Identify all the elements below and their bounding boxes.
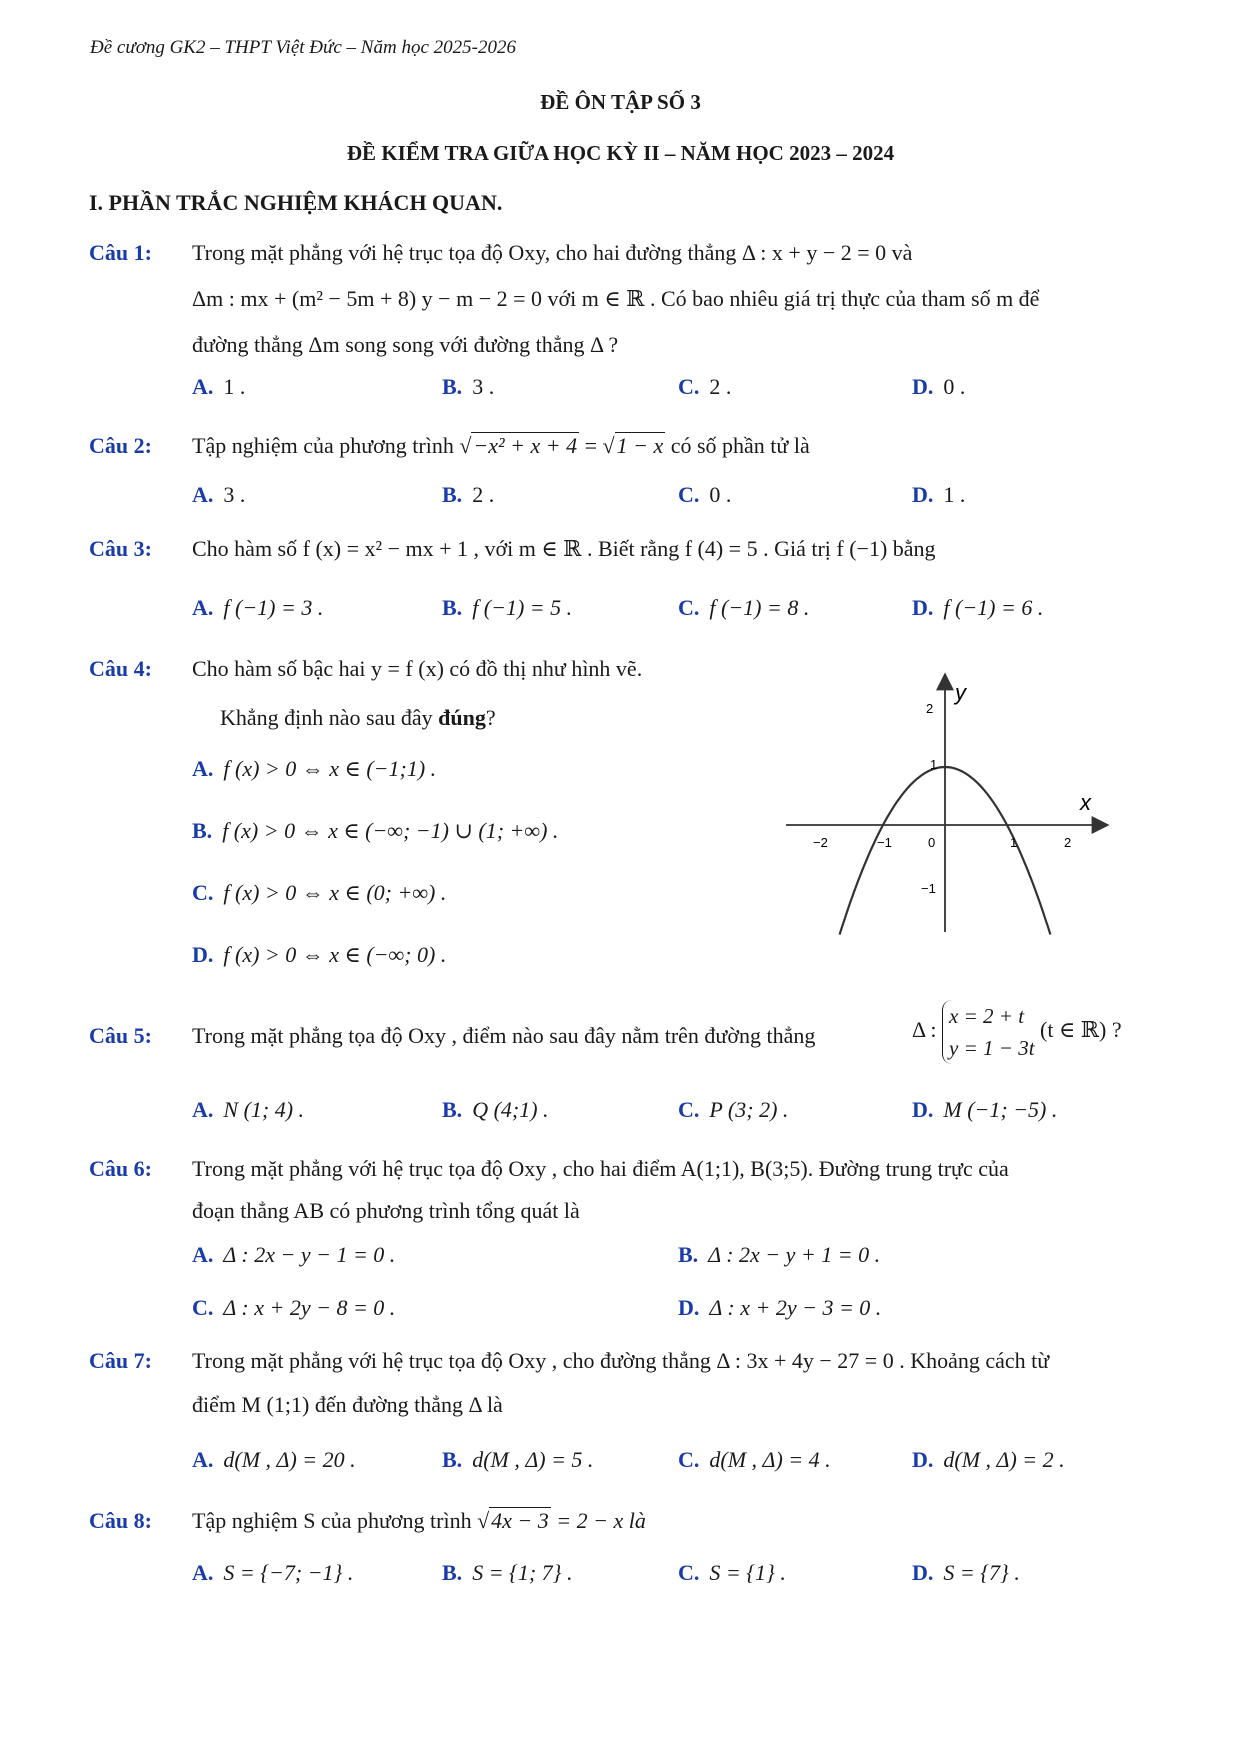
- q7-label: Câu 7:: [89, 1348, 152, 1373]
- q5-option-d-text: M (−1; −5) .: [943, 1097, 1058, 1122]
- q5-option-d[interactable]: D. M (−1; −5) .: [912, 1097, 1058, 1122]
- q2-option-c-text: 0 .: [709, 482, 732, 507]
- q1-option-b-text: 3 .: [472, 374, 495, 399]
- q3-option-b[interactable]: B. f (−1) = 5 .: [442, 595, 573, 620]
- q3-option-a[interactable]: A. f (−1) = 3 .: [192, 595, 324, 620]
- exam-subtitle: ĐỀ KIỂM TRA GIỮA HỌC KỲ II – NĂM HỌC 2023 – 2024: [346, 141, 895, 165]
- q6-option-d[interactable]: D. Δ : x + 2y − 3 = 0 .: [678, 1295, 882, 1320]
- q2-label: Câu 2:: [89, 433, 152, 458]
- q7-option-a[interactable]: A. d(M , Δ) = 20 .: [192, 1447, 356, 1472]
- y-tick-neg1: −1: [921, 881, 936, 896]
- q1-option-d[interactable]: D. 0 .: [912, 374, 966, 399]
- q1-option-c-text: 2 .: [709, 374, 732, 399]
- q7-line1: Trong mặt phẳng với hệ trục tọa độ Oxy , cho đường thẳng Δ : 3x + 4y − 27 = 0 . Khoảng cách từ: [192, 1348, 1050, 1373]
- q3-option-c[interactable]: C. f (−1) = 8 .: [678, 595, 810, 620]
- x-axis-label: x: [1080, 790, 1091, 815]
- q5-option-b[interactable]: B. Q (4;1) .: [442, 1097, 549, 1122]
- q5-param: (t ∈ ℝ) ?: [1040, 1017, 1122, 1043]
- q4-option-a-text: f (x) > 0 ⇔ x ∈ (−1;1) .: [223, 756, 437, 781]
- x-tick-neg2: −2: [813, 835, 828, 850]
- q5-system-eq2: y = 1 − 3t: [949, 1036, 1035, 1060]
- x-tick-0: 0: [928, 835, 936, 850]
- q7-option-d-text: d(M , Δ) = 2 .: [943, 1447, 1065, 1472]
- q7-option-c[interactable]: C. d(M , Δ) = 4 .: [678, 1447, 831, 1472]
- q6-option-c-text: Δ : x + 2y − 8 = 0 .: [223, 1295, 396, 1320]
- q6-option-b[interactable]: B. Δ : 2x − y + 1 = 0 .: [678, 1242, 881, 1267]
- q2-option-d[interactable]: D. 1 .: [912, 482, 966, 507]
- q5-option-a[interactable]: A. N (1; 4) .: [192, 1097, 305, 1122]
- q1-option-d-text: 0 .: [943, 374, 966, 399]
- q4-option-d[interactable]: D. f (x) > 0 ⇔ x ∈ (−∞; 0) .: [192, 942, 447, 967]
- y-axis-label: y: [955, 680, 966, 705]
- y-tick-2: 2: [926, 701, 934, 716]
- q3-option-b-text: f (−1) = 5 .: [472, 595, 573, 620]
- q5-option-b-text: Q (4;1) .: [472, 1097, 549, 1122]
- q4-option-b-text: f (x) > 0 ⇔ x ∈ (−∞; −1) ∪ (1; +∞) .: [222, 818, 559, 843]
- section-heading: I. PHẦN TRẮC NGHIỆM KHÁCH QUAN.: [89, 190, 503, 215]
- q2-option-b-text: 2 .: [472, 482, 495, 507]
- x-tick-neg1: −1: [877, 835, 892, 850]
- q6-label: Câu 6:: [89, 1156, 152, 1181]
- q1-option-b[interactable]: B. 3 .: [442, 374, 495, 399]
- x-tick-1: 1: [1010, 835, 1018, 850]
- q6-option-b-text: Δ : 2x − y + 1 = 0 .: [708, 1242, 881, 1267]
- q4-line2-pre: Khẳng định nào sau đây: [220, 705, 439, 730]
- q4-line2-post: ?: [485, 705, 496, 730]
- q5-label: Câu 5:: [89, 1023, 152, 1048]
- q8-option-a-text: S = {−7; −1} .: [223, 1560, 354, 1585]
- q7-option-c-text: d(M , Δ) = 4 .: [709, 1447, 831, 1472]
- q1-label: Câu 1:: [89, 240, 152, 265]
- q8-option-b-text: S = {1; 7} .: [472, 1560, 573, 1585]
- q2-equals: =: [579, 433, 603, 458]
- q3-label: Câu 3:: [89, 536, 152, 561]
- q1-option-a[interactable]: A. 1 .: [192, 374, 246, 399]
- q5-option-a-text: N (1; 4) .: [223, 1097, 305, 1122]
- q2-text-post: có số phần tử là: [665, 433, 810, 458]
- q2-option-a[interactable]: A. 3 .: [192, 482, 246, 507]
- q1-line1: Trong mặt phẳng với hệ trục tọa độ Oxy, cho hai đường thẳng Δ : x + y − 2 = 0 và: [192, 240, 913, 265]
- q1-line3: đường thẳng Δm song song với đường thẳng Δ ?: [192, 332, 619, 357]
- q6-option-a-text: Δ : 2x − y − 1 = 0 .: [223, 1242, 396, 1267]
- q4-line2: [220, 705, 496, 731]
- q5-delta: Δ :: [912, 1017, 937, 1043]
- q2-option-b[interactable]: B. 2 .: [442, 482, 495, 507]
- q5-option-c[interactable]: C. P (3; 2) .: [678, 1097, 789, 1122]
- exam-title: ĐỀ ÔN TẬP SỐ 3: [540, 90, 701, 114]
- q2-radicand-1: −x² + x + 4: [473, 433, 578, 458]
- q5-text: Trong mặt phẳng tọa độ Oxy , điểm nào sau đây nằm trên đường thẳng: [192, 1023, 816, 1048]
- q8-option-c-text: S = {1} .: [709, 1560, 786, 1585]
- q2-option-d-text: 1 .: [943, 482, 966, 507]
- parabola-graph: [780, 670, 1120, 940]
- q8-radicand: 4x − 3: [491, 1508, 549, 1533]
- y-tick-1: 1: [930, 757, 938, 772]
- q3-option-d[interactable]: D. f (−1) = 6 .: [912, 595, 1044, 620]
- page-header: Đề cương GK2 – THPT Việt Đức – Năm học 2025-2026: [90, 37, 516, 58]
- q4-option-b[interactable]: B. f (x) > 0 ⇔ x ∈ (−∞; −1) ∪ (1; +∞) .: [192, 818, 559, 843]
- q2-option-a-text: 3 .: [223, 482, 246, 507]
- q1-line2: Δm : mx + (m² − 5m + 8) y − m − 2 = 0 với m ∈ ℝ . Có bao nhiêu giá trị thực của tham số m để: [192, 286, 1040, 311]
- q3-text: Cho hàm số f (x) = x² − mx + 1 , với m ∈ ℝ . Biết rằng f (4) = 5 . Giá trị f (−1) bằng: [192, 536, 936, 561]
- q4-option-c-text: f (x) > 0 ⇔ x ∈ (0; +∞) .: [223, 880, 447, 905]
- q4-option-d-text: f (x) > 0 ⇔ x ∈ (−∞; 0) .: [223, 942, 447, 967]
- q5-system-brace: [942, 1000, 1035, 1064]
- q8-text: Tập nghiệm S của phương trình √4x − 3 = 2 − x là: [192, 1508, 646, 1533]
- q2-text: Tập nghiệm của phương trình √−x² + x + 4 = √1 − x có số phần tử là: [192, 433, 810, 458]
- q2-text-pre: Tập nghiệm của phương trình: [192, 433, 454, 458]
- q6-line2: đoạn thẳng AB có phương trình tổng quát là: [192, 1198, 580, 1223]
- q5-system-eq1: x = 2 + t: [949, 1004, 1025, 1028]
- q8-option-a[interactable]: A. S = {−7; −1} .: [192, 1560, 354, 1585]
- q8-text-post: = 2 − x là: [550, 1508, 646, 1533]
- q1-option-a-text: 1 .: [223, 374, 246, 399]
- q2-option-c[interactable]: C. 0 .: [678, 482, 732, 507]
- q6-option-c[interactable]: C. Δ : x + 2y − 8 = 0 .: [192, 1295, 396, 1320]
- q4-option-c[interactable]: C. f (x) > 0 ⇔ x ∈ (0; +∞) .: [192, 880, 447, 905]
- q1-option-c[interactable]: C. 2 .: [678, 374, 732, 399]
- q8-option-c[interactable]: C. S = {1} .: [678, 1560, 786, 1585]
- q8-option-d-text: S = {7} .: [943, 1560, 1020, 1585]
- q7-option-b[interactable]: B. d(M , Δ) = 5 .: [442, 1447, 594, 1472]
- q4-line2-bold: đúng: [438, 705, 486, 730]
- q4-line1: Cho hàm số bậc hai y = f (x) có đồ thị như hình vẽ.: [192, 656, 643, 681]
- q5-line-system: [912, 1000, 1122, 1064]
- q5-option-c-text: P (3; 2) .: [709, 1097, 789, 1122]
- q6-option-a[interactable]: A. Δ : 2x − y − 1 = 0 .: [192, 1242, 396, 1267]
- q4-option-a[interactable]: A. f (x) > 0 ⇔ x ∈ (−1;1) .: [192, 756, 437, 781]
- q8-option-b[interactable]: B. S = {1; 7} .: [442, 1560, 573, 1585]
- x-tick-2: 2: [1064, 835, 1072, 850]
- q7-option-b-text: d(M , Δ) = 5 .: [472, 1447, 594, 1472]
- q3-option-d-text: f (−1) = 6 .: [943, 595, 1044, 620]
- q4-label: Câu 4:: [89, 656, 152, 681]
- q8-text-pre: Tập nghiệm S của phương trình: [192, 1508, 472, 1533]
- q7-line2: điểm M (1;1) đến đường thẳng Δ là: [192, 1392, 503, 1417]
- q8-option-d[interactable]: D. S = {7} .: [912, 1560, 1020, 1585]
- q8-label: Câu 8:: [89, 1508, 152, 1533]
- q3-option-a-text: f (−1) = 3 .: [223, 595, 324, 620]
- q7-option-d[interactable]: D. d(M , Δ) = 2 .: [912, 1447, 1065, 1472]
- q6-option-d-text: Δ : x + 2y − 3 = 0 .: [709, 1295, 882, 1320]
- q7-option-a-text: d(M , Δ) = 20 .: [223, 1447, 356, 1472]
- q2-radicand-2: 1 − x: [616, 433, 664, 458]
- q3-option-c-text: f (−1) = 8 .: [709, 595, 810, 620]
- q6-line1: Trong mặt phẳng với hệ trục tọa độ Oxy , cho hai điểm A(1;1), B(3;5). Đường trung trực của: [192, 1156, 1009, 1181]
